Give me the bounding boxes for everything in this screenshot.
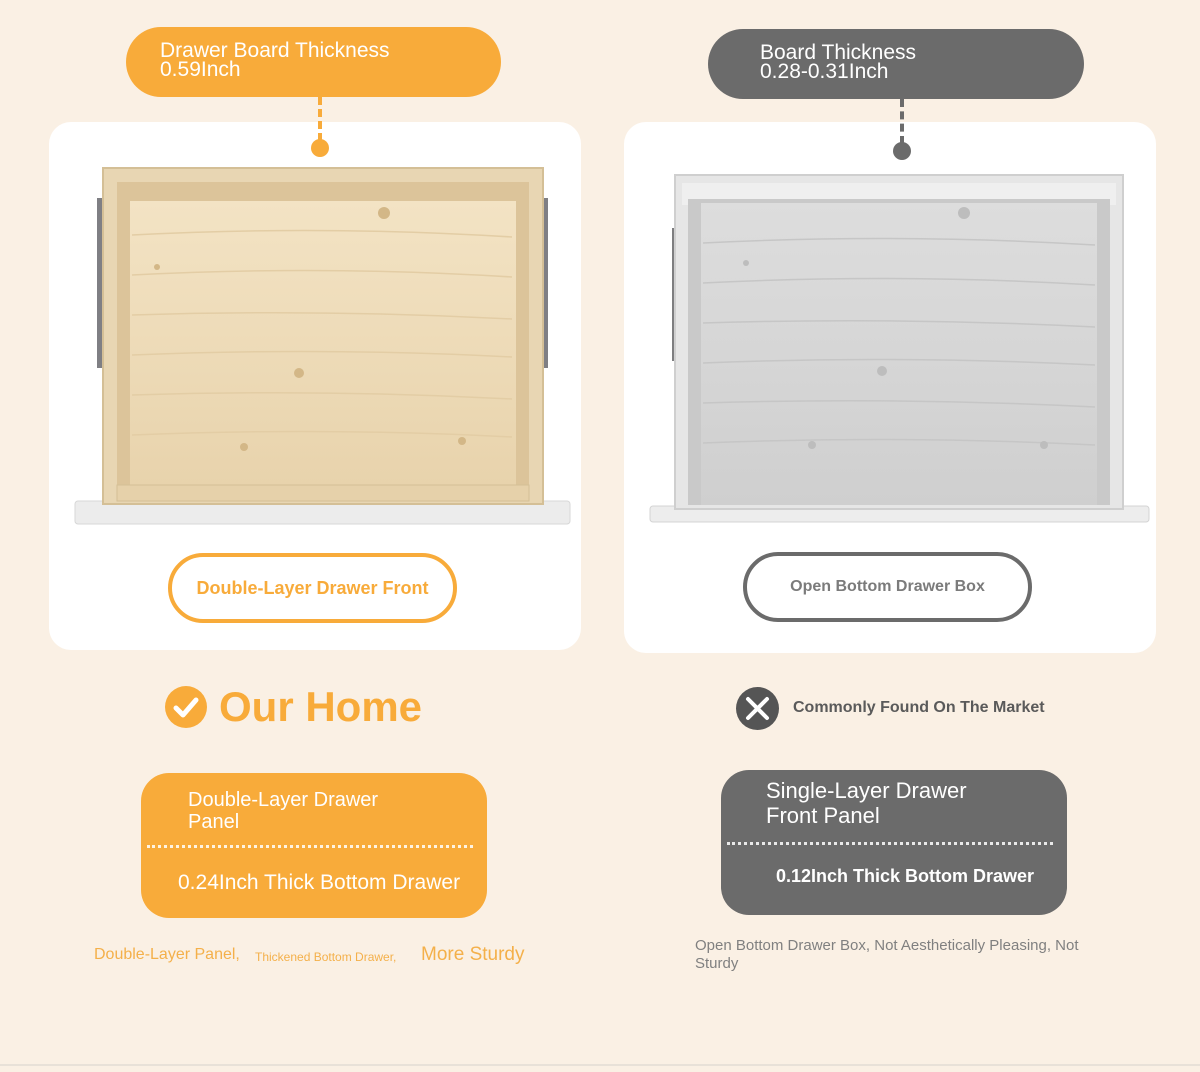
- spec-divider: [727, 842, 1053, 845]
- double-layer-spec-box: [141, 773, 487, 918]
- drawer-thickness-value: 0.59Inch: [160, 58, 241, 81]
- our-home-footnote: [94, 944, 554, 968]
- market-footnote: Open Bottom Drawer Box, Not Aesthetically Pleasing, Not Sturdy: [695, 937, 1079, 972]
- double-layer-spec-line-1: Double-Layer Drawer: [188, 789, 379, 811]
- open-bottom-badge-label: Open Bottom Drawer Box: [790, 578, 985, 595]
- footnote-double-layer: Double-Layer Panel,: [94, 946, 240, 963]
- right-connector-dot: [893, 142, 911, 160]
- single-layer-spec-box: [721, 770, 1067, 915]
- double-layer-spec-bottom: 0.24Inch Thick Bottom Drawer: [178, 871, 461, 894]
- single-layer-spec-line-2: Front Panel: [766, 803, 880, 828]
- double-layer-spec-title: [188, 789, 378, 833]
- single-layer-spec-title: [766, 778, 967, 828]
- our-home-status: [165, 684, 422, 730]
- open-bottom-drawer-box-badge: [743, 552, 1032, 622]
- our-home-title: Our Home: [219, 683, 423, 730]
- market-status: [736, 686, 1045, 730]
- footnote-thickened-bottom: Thickened Bottom Drawer,: [255, 950, 397, 964]
- check-circle-icon: [165, 686, 207, 728]
- open-bottom-drawer-image: [648, 173, 1151, 525]
- double-layer-drawer-image: [72, 165, 572, 527]
- board-thickness-label: [708, 29, 1084, 99]
- single-layer-spec-line-1: Single-Layer Drawer: [766, 778, 967, 803]
- drawer-thickness-title: Drawer Board Thickness: [160, 39, 390, 62]
- spec-divider: [147, 845, 473, 848]
- double-layer-drawer-front-badge: [168, 553, 457, 623]
- x-circle-icon: [736, 687, 779, 730]
- drawer-thickness-label: [126, 27, 501, 97]
- board-thickness-title: Board Thickness: [760, 41, 917, 64]
- bottom-divider: [0, 1064, 1200, 1066]
- left-connector-line: [318, 97, 322, 141]
- market-status-title: Commonly Found On The Market: [793, 699, 1045, 716]
- board-thickness-value: 0.28-0.31Inch: [760, 60, 889, 83]
- left-connector-dot: [311, 139, 329, 157]
- double-layer-spec-line-2: Panel: [188, 811, 240, 833]
- double-layer-badge-label: Double-Layer Drawer Front: [196, 577, 429, 598]
- right-connector-line: [900, 99, 904, 144]
- footnote-more-sturdy: More Sturdy: [421, 944, 525, 965]
- single-layer-spec-bottom: 0.12Inch Thick Bottom Drawer: [776, 866, 1035, 886]
